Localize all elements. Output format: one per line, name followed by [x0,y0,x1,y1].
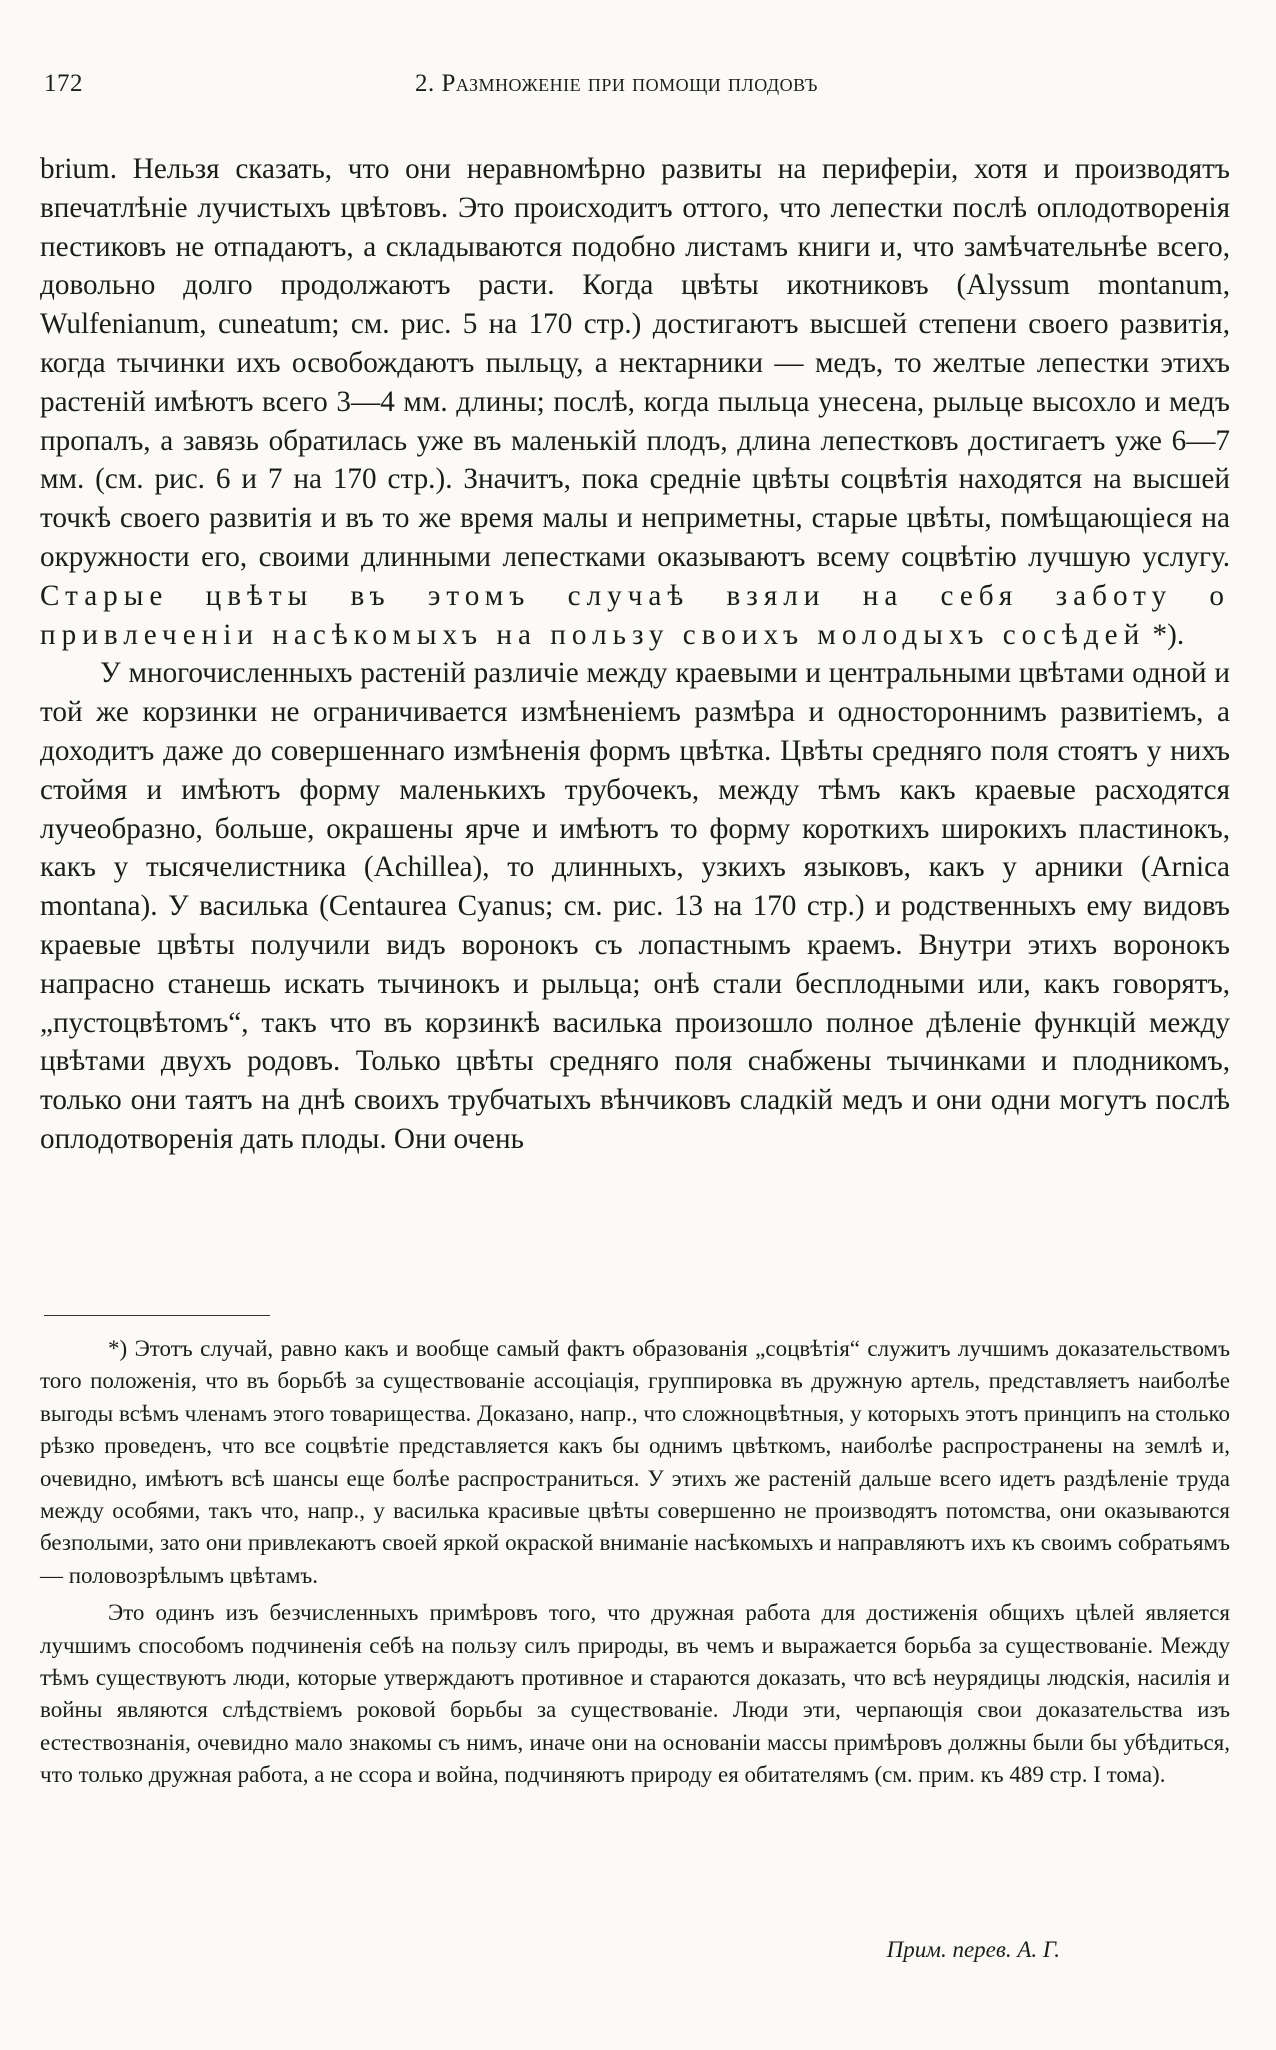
paragraph-2: У многочисленныхъ растеній различіе между краевыми и центральными цвѣтами одной и той же корзинки не ограничивается измѣненіемъ размѣра и одностороннимъ развитіемъ, а доходитъ даже до совершеннаго измѣненія формъ цвѣтка. Цвѣты средняго поля стоятъ у нихъ стоймя и имѣютъ форму маленькихъ трубочекъ, между тѣмъ какъ краевые расходятся лучеобразно, больше, окрашены ярче и имѣютъ то форму короткихъ широкихъ пластинокъ, какъ у тысячелистника (Achillea), то длинныхъ, узкихъ языковъ, какъ у арники (Arnica montana). У василька (Centaurea Cyanus; см. рис. 13 на 170 стр.) и родственныхъ ему видовъ краевые цвѣты получили видъ воронокъ съ лопастнымъ краемъ. Внутри этихъ воронокъ напрасно станешь искать тычинокъ и рыльца; онѣ стали бесплодными или, какъ говорятъ, „пустоцвѣтомъ“, такъ что въ корзинкѣ василька произошло полное дѣленіе функцій между цвѣтами двухъ родовъ. Только цвѣты средняго поля снабжены тычинками и плодникомъ, только они таятъ на днѣ своихъ трубчатыхъ вѣнчиковъ сладкій медъ и они одни могутъ послѣ оплодотворенія дать плоды. Они очень [40,657,1230,1155]
paragraph-1 [40,150,1230,654]
page-number: 172 [44,70,83,97]
main-text [40,150,1230,1159]
running-title: 2. Размноженіе при помощи плодовъ [415,70,818,97]
footnote-paragraph-1: *) Этотъ случай, равно какъ и вообще самый фактъ образованія „соцвѣтія“ служитъ лучшимъ доказательствомъ того положенія, что въ борьбѣ за существованіе ассоціація, группировка въ дружную артель, представляетъ наиболѣе выгоды всѣмъ членамъ этого товарищества. Доказано, напр., что сложноцвѣтныя, у которыхъ этотъ принципъ на столько рѣзко проведенъ, что все соцвѣтіе представляется какъ бы однимъ цвѣткомъ, наиболѣе распространены на землѣ и, очевидно, имѣютъ всѣ шансы еще болѣе распространиться. У этихъ же растеній дальше всего идетъ раздѣленіе труда между особями, такъ что, напр., у василька красивые цвѣты совершенно не производятъ потомства, они оказываются безполыми, зато они привлекаютъ своей яркой окраской вниманіе насѣкомыхъ и направляютъ ихъ къ своимъ собратьямъ — половозрѣлымъ цвѣтамъ. [40,1336,1230,1588]
footnote-block [40,1333,1230,1792]
page-header [40,70,1230,110]
footnote-divider [44,1315,270,1316]
translator-note-signature: Прим. перев. А. Г. [886,1937,1060,1962]
footnote-paragraph-2: Это одинъ изъ безчисленныхъ примѣровъ того, что дружная работа для достиженія общихъ цѣлей является лучшимъ способомъ подчиненія себѣ на пользу силъ природы, въ чемъ и выражается борьба за существованіе. Между тѣмъ существуютъ люди, которые утверждаютъ противное и стараются доказать, что всѣ неурядицы людскія, насилія и войны являются слѣдствіемъ роковой борьбы за существованіе. Люди эти, черпающія свои доказательства изъ естествознанія, очевидно мало знакомы съ нимъ, иначе они на основаніи массы примѣровъ должны были бы убѣдиться, что только дружная работа, а не ссора и война, подчиняютъ природу ея обитателямъ (см. прим. къ 489 стр. I тома). [40,1600,1230,1788]
paragraph-1-text: brium. Нельзя сказать, что они неравномѣрно развиты на периферіи, хотя и производятъ впечатлѣніе лучистыхъ цвѣтовъ. Это происходитъ оттого, что лепестки послѣ оплодотворенія пестиковъ не отпадаютъ, а складываются подобно листамъ книги и, что замѣчательнѣе всего, довольно долго продолжаютъ расти. Когда цвѣты икотниковъ (Alyssum montanum, Wulfenianum, cuneatum; см. рис. 5 на 170 стр.) достигаютъ высшей степени своего развитія, когда тычинки ихъ освобождаютъ пыльцу, а нектарники — медъ, то желтые лепестки этихъ растеній имѣютъ всего 3—4 мм. длины; послѣ, когда пыльца унесена, рыльце высохло и медъ пропалъ, а завязь обратилась уже въ маленькій плодъ, длина лепестковъ достигаетъ уже 6—7 мм. (см. рис. 6 и 7 на 170 стр.). Значитъ, пока средніе цвѣты соцвѣтія находятся на высшей точкѣ своего развитія и въ то же время малы и неприметны, старые цвѣты, помѣщающіеся на окружности его, своими длинными лепестками оказываютъ всему соцвѣтію лучшую услугу. [40,153,1230,573]
footnote-reference: *). [1145,618,1185,651]
paragraph-1-emphasis: Старые цвѣты въ этомъ случаѣ взяли на себя заботу о привлеченіи насѣкомыхъ на пользу своихъ молодыхъ сосѣдей [40,579,1230,651]
